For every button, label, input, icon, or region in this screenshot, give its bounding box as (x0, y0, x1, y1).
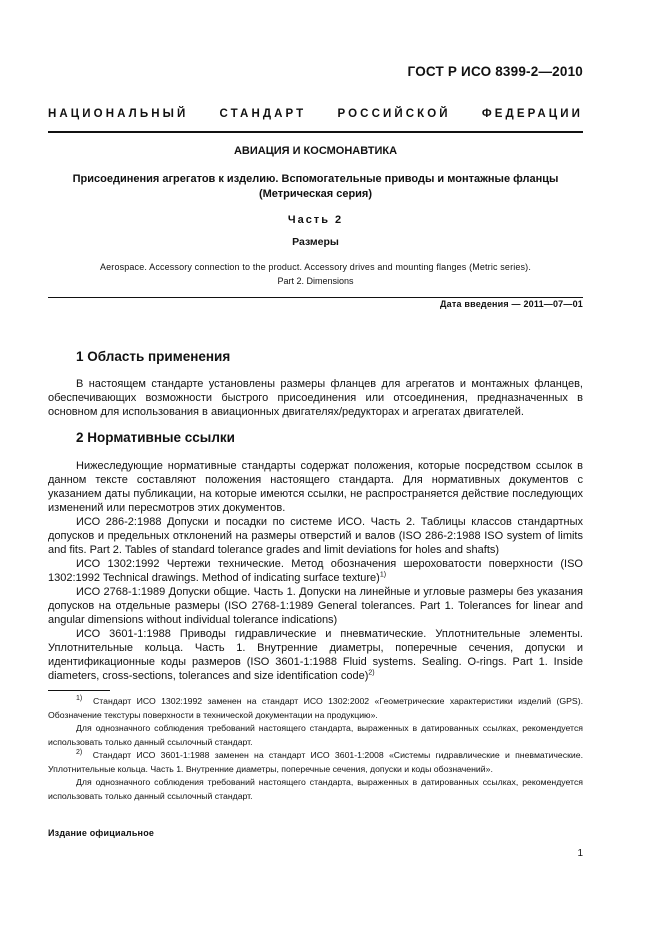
section-2-body (48, 459, 583, 683)
title-line-1: Присоединения агрегатов к изделию. Вспомогательные приводы и монтажные фланцы (72, 173, 559, 185)
part-label: Часть 2 (287, 214, 344, 226)
reference-iso-2768-1: ИСО 2768-1:1989 Допуски общие. Часть 1. Допуски на линейные и угловые размеры без указания допусков на отдельные размеры (ISO 2768-1:1989 General tolerances. Part 1. Tolerances for linear and angular dimensions without individual tolerance indications) (48, 586, 583, 626)
footnote-2-note: Для однозначного соблюдения требований настоящего стандарта, выраженных в датированных ссылках, рекомендуется использовать только данный ссылочный стандарт. (48, 777, 583, 801)
footnotes (48, 695, 583, 803)
footnote-1-note: Для однозначного соблюдения требований настоящего стандарта, выраженных в датированных ссылках, рекомендуется использовать только данный ссылочный стандарт. (48, 723, 583, 747)
date-divider (48, 297, 583, 298)
edition-label: Издание официальное (48, 828, 155, 838)
reference-iso-1302-text: ИСО 1302:1992 Чертежи технические. Метод обозначения шероховатости поверхности (ISO 1302:1992 Technical drawings. Method of indicating surface texture) (48, 558, 583, 584)
page-number: 1 (577, 848, 583, 859)
section-2-heading: 2 Нормативные ссылки (76, 430, 235, 445)
reference-iso-1302 (48, 557, 583, 585)
footnote-1-text: Стандарт ИСО 1302:1992 заменен на стандарт ИСО 1302:2002 «Геометрические характеристики изделий (GPS). Обозначение текстуры поверхности в технической документации на продукцию». (48, 696, 584, 720)
part-name: Размеры (292, 236, 339, 248)
reference-iso-286-2: ИСО 286-2:1988 Допуски и посадки по системе ИСО. Часть 2. Таблицы классов стандартных допусков и предельных отклонений на размеры отверстий и валов (ISO 286-2:1988 ISO system of limits and fits. Part 2. Tables of standard tolerance grades and limit deviations for holes and shafts) (48, 516, 583, 556)
national-standard-banner: НАЦИОНАЛЬНЫЙ СТАНДАРТ РОССИЙСКОЙ ФЕДЕРАЦИИ (48, 108, 583, 120)
effective-date: Дата введения — 2011—07—01 (440, 299, 583, 309)
title-line-2: (Метрическая серия) (258, 188, 373, 200)
footnote-divider (48, 690, 110, 691)
reference-iso-3601-1-text: ИСО 3601-1:1988 Приводы гидравлические и пневматические. Уплотнительные элементы. Уплотнительные кольца. Часть 1. Внутренние диаметры, поперечные сечения, допуски и идентификационные коды размеров (ISO 3601-1:1988 Fluid systems. Sealing. O-rings. Part 1. Inside diameters, cross-sections, tolerances and size identification code) (48, 628, 583, 682)
reference-iso-3601-1 (48, 627, 583, 683)
footnote-1-mark: 1) (76, 695, 83, 703)
section-2-intro: Нижеследующие нормативные стандарты содержат положения, которые посредством ссылок в данном тексте составляют положения настоящего стандарта. Для нормативных документов с указанием даты публикации, на которые имеются ссылки, не распространяется действие последующих изменений или пересмотров этих документов. (48, 460, 583, 514)
document-code: ГОСТ Р ИСО 8399-2—2010 (407, 64, 583, 79)
document-title (48, 172, 583, 202)
footnote-2 (48, 749, 583, 776)
section-1-body (48, 377, 583, 419)
footnote-2-mark: 2) (76, 749, 83, 757)
footnote-ref-2: 2) (368, 669, 375, 677)
english-title-line-2: Part 2. Dimensions (277, 276, 354, 286)
section-1-text: В настоящем стандарте установлены размеры фланцев для агрегатов и монтажных фланцев, обеспечивающих возможности быстрого присоединения или отсоединения, предназначенных в основном для использования в авиационных двигателях/редукторах и агрегатах двигателей. (48, 378, 583, 418)
footnote-ref-1: 1) (379, 571, 387, 579)
footnote-1 (48, 695, 583, 722)
subject-heading: АВИАЦИЯ И КОСМОНАВТИКА (233, 145, 398, 157)
header-divider (48, 131, 583, 133)
section-1-heading: 1 Область применения (76, 349, 231, 364)
english-title-line-1: Aerospace. Accessory connection to the product. Accessory drives and mounting flanges (Metric series). (99, 262, 531, 272)
footnote-2-text: Стандарт ИСО 3601-1:1988 заменен на стандарт ИСО 3601-1:2008 «Системы гидравлические и пневматические. Уплотнительные кольца. Часть 1. Внутренние диаметры, поперечные сечения, допуски и коды обозначений». (48, 750, 583, 774)
